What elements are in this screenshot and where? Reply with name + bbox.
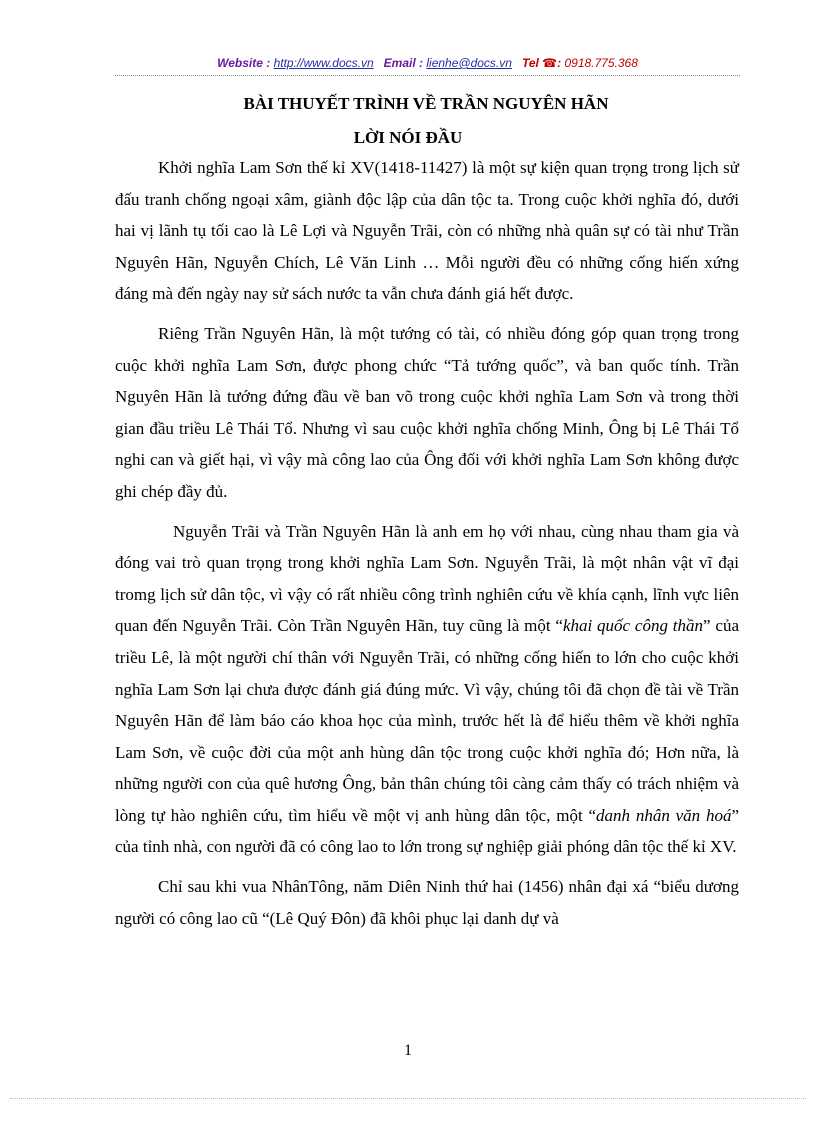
website-link[interactable]: http://www.docs.vn xyxy=(273,56,374,70)
document-title: BÀI THUYẾT TRÌNH VỀ TRẦN NGUYÊN HÃN xyxy=(243,94,609,113)
tel-label: Tel ☎: xyxy=(521,56,562,70)
tel-number: 0918.775.368 xyxy=(564,56,638,70)
site-header xyxy=(115,56,740,76)
header-divider xyxy=(115,75,740,76)
emphasis-danh-nhan: danh nhân văn hoá xyxy=(596,805,732,825)
website-label: Website : xyxy=(217,56,271,70)
paragraph-2: Riêng Trần Nguyên Hãn, là một tướng có tài, có nhiều đóng góp quan trọng trong cuộc khởi nghĩa Lam Sơn, được phong chức “Tả tướng quốc”, và ban quốc tính. Trần Nguyên Hãn là tướng đứng đầu về ban võ trong cuộc khởi nghĩa Lam Sơn và trong thời gian đầu triều Lê Thái Tổ. Nhưng vì sau cuộc khởi nghĩa chống Minh, Ông bị Lê Thái Tổ nghi can và giết hại, vì vậy mà công lao của Ông đối với khởi nghĩa Lam Sơn không được ghi chép đầy đủ. xyxy=(115,323,739,501)
email-label: Email : xyxy=(383,56,424,70)
emphasis-khai-quoc: khai quốc công thần xyxy=(562,616,704,636)
paragraph-3-part-b: ” của triều Lê, là một người chí thân với Nguyễn Trãi, có những cống hiến to lớn cho cuộc khởi nghĩa Lam Sơn lại chưa được đánh giá đúng mức. Vì vậy, chúng tôi đã chọn đề tài về Trần Nguyên Hãn để làm báo cáo khoa học của mình, trước hết là để hiểu thêm về khởi nghĩa Lam Sơn, về cuộc đời của một anh hùng dân tộc trong cuộc khởi nghĩa đó; Hơn nữa, là những người con của quê hương Ông, bản thân chúng tôi càng cảm thấy có trách nhiệm và lòng tự hào nghiên cứu, tìm hiểu về một vị anh hùng dân tộc, một “ xyxy=(115,616,739,825)
paragraph-4: Chỉ sau khi vua NhânTông, năm Diên Ninh thứ hai (1456) nhân đại xá “biểu dương người có công lao cũ “(Lê Quý Đôn) đã khôi phục lại danh dự và xyxy=(115,877,739,928)
page-number: 1 xyxy=(404,1042,412,1059)
page-bottom-divider xyxy=(10,1098,806,1099)
section-heading: LỜI NÓI ĐẦU xyxy=(353,128,463,147)
paragraph-3 xyxy=(115,516,739,864)
document-body xyxy=(115,152,739,942)
email-link[interactable]: lienhe@docs.vn xyxy=(426,56,512,70)
paragraph-3-part-c: ” của tỉnh nhà, con người đã có công lao to lớn trong sự nghiệp giải phóng dân tộc thế kỉ XV. xyxy=(115,805,739,857)
paragraph-3-part-a: Nguyễn Trãi và Trần Nguyên Hãn là anh em họ với nhau, cùng nhau tham gia và đóng vai trò quan trọng trong khởi nghĩa Lam Sơn. Nguyễn Trãi, là một nhân vật vĩ đại tromg lịch sử dân tộc, vì vậy có rất nhiều công trình nghiên cứu về khía cạnh, lĩnh vực liên quan đến Nguyễn Trãi. Còn Trần Nguyên Hãn, tuy cũng là một “ xyxy=(115,521,739,636)
paragraph-1: Khởi nghĩa Lam Sơn thế kỉ XV(1418-11427) là một sự kiện quan trọng trong lịch sử đấu tranh chống ngoại xâm, giành độc lập của dân tộc ta. Trong cuộc khởi nghĩa đó, dưới hai vị lãnh tụ tối cao là Lê Lợi và Nguyễn Trãi, còn có những nhà quân sự có tài như Trần Nguyên Hãn, Nguyễn Chích, Lê Văn Linh … Mỗi người đều có những cống hiến xứng đáng mà đến ngày nay sử sách nước ta vẫn chưa đánh giá hết được. xyxy=(115,158,739,304)
